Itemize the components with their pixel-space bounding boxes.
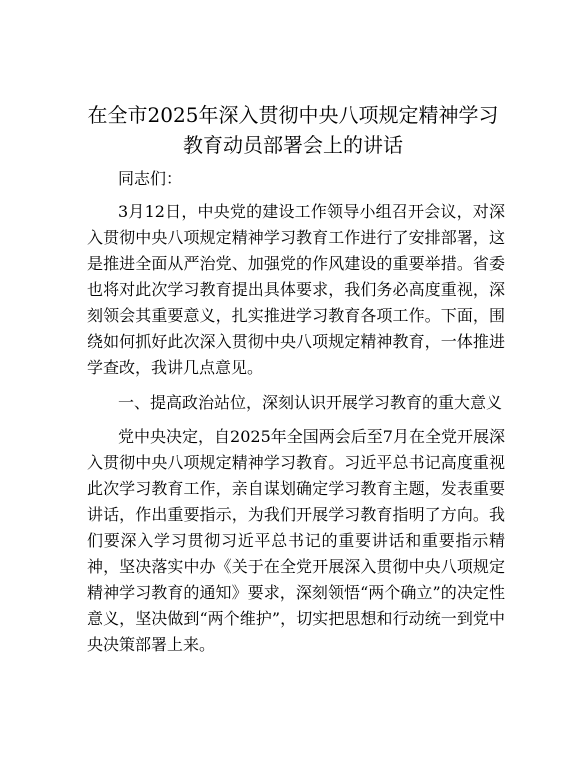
greeting: 同志们： [118, 169, 183, 188]
paragraph-intro: 3月12日，中央党的建设工作领导小组召开会议，对深入贯彻中央八项规定精神学习教育工作进行了安排部署，这是推进全面从严治党、加强党的作风建设的重要举措。省委也将对此次学习教育提出具体要求，我们务必高度重视，深刻领会其重要意义，扎实推进学习教育各项工作。下面，围绕如何抓好此次深入贯彻中央八项规定精神教育，一体推进学查改，我讲几点意见。 [87, 202, 505, 377]
section-heading-1: 一、提高政治站位，深刻认识开展学习教育的重大意义 [118, 393, 503, 412]
paragraph-section-1: 党中央决定，自2025年全国两会后至7月在全党开展深入贯彻中央八项规定精神学习教育。习近平总书记高度重视此次学习教育工作，亲自谋划确定学习教育主题，发表重要讲话，作出重要指示，为我们开展学习教育指明了方向。我们要深入学习贯彻习近平总书记的重要讲话和重要指示精神，坚决落实中办《关于在全党开展深入贯彻中央八项规定精神学习教育的通知》要求，深刻领悟“两个确立”的决定性意义，坚决做到“两个维护”，切实把思想和行动统一到党中央决策部署上来。 [87, 427, 505, 654]
document-title-line-1: 在全市2025年深入贯彻中央八项规定精神学习 [87, 103, 499, 127]
document-title-line-2: 教育动员部署会上的讲话 [183, 133, 403, 157]
